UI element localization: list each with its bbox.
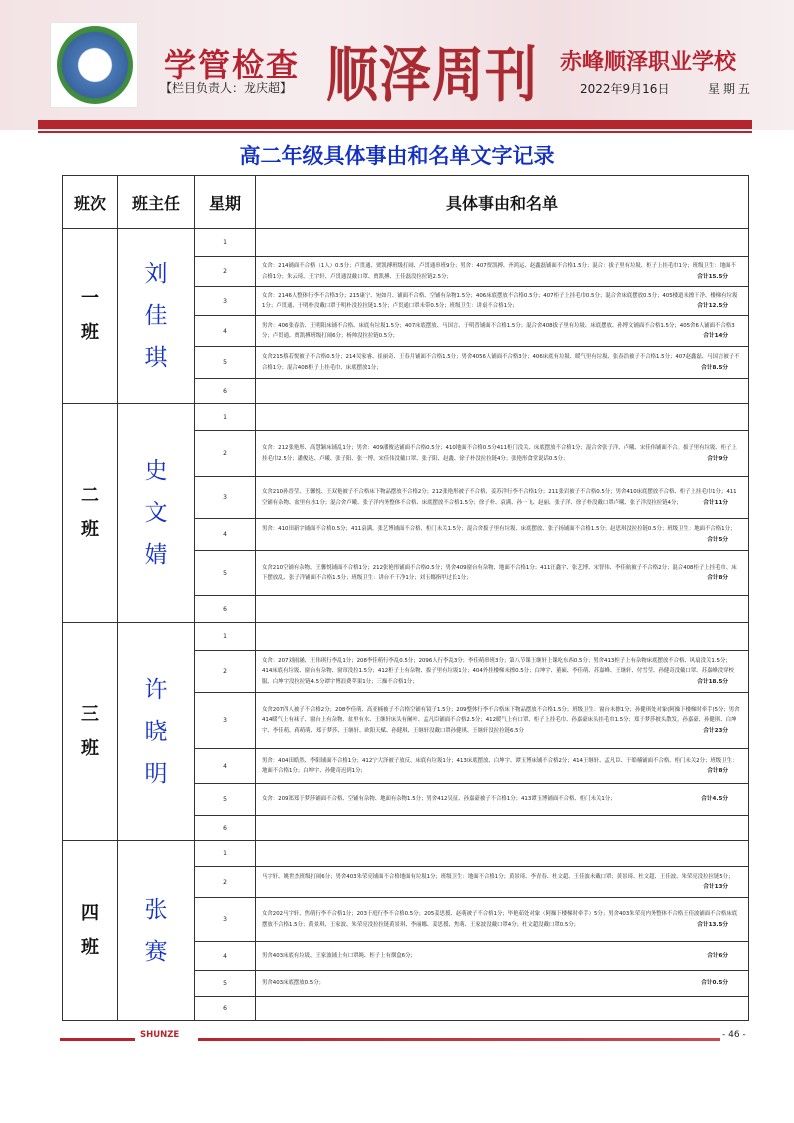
total-score: 合计12.5分 bbox=[697, 303, 728, 309]
weekday-cell: 3 bbox=[195, 693, 256, 749]
issue-weekday: 星期五 bbox=[708, 82, 754, 96]
details-cell bbox=[256, 596, 749, 623]
details-cell bbox=[256, 257, 749, 287]
footer-line-right bbox=[198, 1038, 720, 1041]
head-teacher bbox=[118, 229, 195, 404]
total-score: 合计5分 bbox=[707, 536, 728, 543]
table-row bbox=[63, 404, 749, 431]
weekday-cell: 2 bbox=[195, 867, 256, 898]
weekday-cell: 3 bbox=[195, 477, 256, 519]
teacher-name-text: 张赛 bbox=[144, 896, 168, 965]
details-text: 女舍207四人被子不合格2分；208李佳萌、高亚楠被子不合格空铺有镜子1.5分；209整体行李不合格床下物品摆放不合格1.5分；班级卫生：窗台未擦1分；孙健琪处对象(阿操下楼梯时牵手)5分；男舍414暖气上有袜子、窗台上有杂物、盆里有水、王继轩床头有阑叶、孟凡臣铺面不合格2.5分；412暖气上有口罩、柜子上挂毛巾、孙嘉豪床头挂毛巾1.5分；郑于梦莎披头散发，孙嘉豪、孙健琪、白坤宇、李佳萌、蒋萌萌、郑于梦莎、王继轩、欧阳天赋、孙健琪、王继轩没戴口罩孙健琪、王继轩没拉拉链6.5分 bbox=[262, 706, 740, 734]
details-cell bbox=[256, 693, 749, 749]
details-cell bbox=[256, 942, 749, 971]
weekday-cell: 6 bbox=[195, 596, 256, 623]
class-name-text: 四班 bbox=[81, 902, 99, 958]
weekday-cell: 5 bbox=[195, 551, 256, 596]
issue-date: 2022年9月16日 bbox=[580, 82, 670, 96]
page-title: 高二年级具体事由和名单文字记录 bbox=[239, 144, 555, 168]
details-text: 男舍：410田新宇铺面不合格0.5分；411袁满、张艺博铺面不合格、柜门未关1.5分；混合舍拔子里有垃圾、床底摆放、张子扬铺面不合格1.5分；赵思琪没拉拉链0.5分；班级卫生：地面不合格1分； bbox=[262, 526, 736, 532]
total-score: 合计0.5分 bbox=[701, 980, 728, 987]
weekday-cell: 4 bbox=[195, 519, 256, 551]
details-cell bbox=[256, 519, 749, 551]
class-name bbox=[63, 623, 118, 841]
section-title: 学管检查 bbox=[164, 46, 301, 84]
table-header-row bbox=[63, 176, 749, 229]
weekday-cell: 4 bbox=[195, 749, 256, 784]
weekday-cell: 3 bbox=[195, 287, 256, 316]
weekday-cell: 2 bbox=[195, 431, 256, 477]
details-text: 女舍210孙晋莹、王馨悦、王双艳被子不合格床下物品摆放不合格2分；212张艳彤被子不合格、姜苏洋行李不合格1分；211张岩被子不合格0.5分；男舍410床底摆放不合格、柜子上挂毛巾1分；411空铺有杂物、盆里有水1分；混合舍卢曦、张子洋内务整体不合格、床底摆放不合格1.5分；徐子朴、袁满、孙一飞、赵丽、张子洋、徐子朴没戴口罩卢曦、张子洋没拉拉链4分； bbox=[262, 489, 737, 506]
weekday-cell: 1 bbox=[195, 404, 256, 431]
header-divider-thin bbox=[38, 131, 752, 133]
class-name bbox=[63, 229, 118, 404]
total-score: 合计11分 bbox=[703, 499, 728, 506]
total-score: 合计18.5分 bbox=[697, 678, 728, 685]
total-score: 合计13.5分 bbox=[697, 921, 728, 928]
head-teacher bbox=[118, 623, 195, 841]
logo-emblem-icon bbox=[57, 26, 133, 104]
publication-title: 顺泽周刊 bbox=[326, 41, 539, 111]
page-number: - 46 - bbox=[722, 1030, 746, 1040]
total-score: 合计8.5分 bbox=[701, 364, 728, 371]
details-cell bbox=[256, 316, 749, 347]
details-text: 女舍：209郑郑于梦莎铺面不合格、空铺有杂物、地面有杂物1.5分；男舍412吴征、孙嘉豪被子不合格1分；413谭玉博铺面不合格、柜门未关1分； bbox=[262, 796, 616, 803]
details-text: 女舍：207刘雨涵、王伟琪行李乱1分；208李佳萌行李乱0.5分；2096人行李乱3分；李佳萌串班3分；第八节课王继轩上课吃东西0.5分；男舍413柜子上有杂物床底摆放不合格、风扇没关1.5分；414床底有垃圾、窗台有杂物、窗帘没拉1.5分；412柜子上有杂物、拔子里有垃圾1分；404外挂楼梯未擦0.5分；白坤宇、董硕、李佳萌、苏嘉峰、王继轩、付雪莹、孙健奇没戴口罩、苏嘉峰没穿校服、白坤宇没拉拉链4.5分谭宇博浪费苹果1分；三操不合格1分； bbox=[262, 657, 734, 685]
class-name bbox=[63, 404, 118, 623]
details-cell bbox=[256, 431, 749, 477]
details-text: 男舍403床底有垃圾、王家波铺上有口罩绳、柜子上有烟盒6分； bbox=[262, 952, 416, 959]
details-cell bbox=[256, 651, 749, 693]
details-text: 女舍：214铺面不合格（1人）0.5分；卢贯通、贾凯搏班级打闹、卢贯通串班9分；男舍：407贾凯搏、齐鸿运、赵鑫磊铺面不合格1.5分；混合：拔子里有垃圾、柜子上挂毛巾1分；班级卫生：地面不合格1分；朱云琦、王宇轩、卢贯通没戴口罩、贾凯搏、王佳磊没拉拉链2.5分； bbox=[262, 263, 736, 280]
details-text: 男舍403床底摆放0.5分； bbox=[262, 980, 324, 987]
school-name: 赤峰顺泽职业学校 bbox=[560, 50, 737, 75]
table-row bbox=[63, 841, 749, 867]
details-cell bbox=[256, 867, 749, 898]
header-divider bbox=[38, 120, 752, 129]
total-score: 合计14分 bbox=[703, 333, 728, 339]
details-cell bbox=[256, 623, 749, 651]
total-score: 合计6分 bbox=[707, 952, 728, 959]
details-cell bbox=[256, 404, 749, 431]
details-cell bbox=[256, 971, 749, 997]
class-name-text: 三班 bbox=[81, 703, 99, 759]
teacher-name-text: 史文婧 bbox=[144, 458, 168, 568]
responsible-person: 【栏目负责人：龙庆超】 bbox=[160, 81, 293, 95]
total-score: 合计8分 bbox=[707, 575, 728, 581]
class-name-text: 二班 bbox=[81, 485, 99, 540]
school-logo bbox=[50, 22, 138, 108]
details-cell bbox=[256, 997, 749, 1021]
table-row bbox=[63, 623, 749, 651]
weekday-cell: 3 bbox=[195, 898, 256, 942]
class-name bbox=[63, 841, 118, 1021]
header-class: 班次 bbox=[63, 176, 118, 229]
weekday-cell: 6 bbox=[195, 816, 256, 841]
details-text: 女舍：212张艳彤、高慧颖床铺乱1分；男舍：409潘俊达铺面不合格0.5分；410地面不合格0.5分411柜门没关、床底摆放不合格1分；混合舍张子洋、卢曦、宋佳伟铺面不合。拔子里有垃圾、柜子上挂毛巾2.5分；潘俊达、卢曦、张子阳、张一博、宋佳伟没戴口罩、张子阳、赵鑫、徐子朴没拉拉链4分；张艳彤食堂说话0.5分； bbox=[262, 445, 737, 462]
header-details: 具体事由和名单 bbox=[256, 176, 749, 229]
details-cell bbox=[256, 784, 749, 816]
weekday-cell: 4 bbox=[195, 316, 256, 347]
details-cell bbox=[256, 551, 749, 596]
details-text: 女舍210空铺有杂物、王馨悦铺面不合格1分；212张艳彤铺面不合格0.5分；男舍409窗台有杂物、地面不合格1分；411汪鑫宇、张艺博、宋智伟、李佳航被子不合格2分；混合408柜子上挂毛巾、床下摆放乱、张子洋铺面不合格1.5分；班级卫生：讲台不干净1分；刘玉娜指甲过长1分； bbox=[262, 564, 737, 581]
weekday-cell: 2 bbox=[195, 257, 256, 287]
weekday-cell: 1 bbox=[195, 623, 256, 651]
total-score: 合计15.5分 bbox=[697, 273, 728, 280]
details-cell bbox=[256, 229, 749, 257]
footer-line-left bbox=[60, 1038, 135, 1041]
total-score: 合计9分 bbox=[707, 455, 728, 462]
head-teacher bbox=[118, 841, 195, 1021]
details-cell bbox=[256, 477, 749, 519]
total-score: 合计23分 bbox=[703, 727, 728, 734]
details-cell bbox=[256, 898, 749, 942]
teacher-name-text: 许晓明 bbox=[144, 676, 168, 787]
details-text: 男舍：406张春浩、王明阳床铺不合格、床底有垃圾1.5分；407床底摆放、马国言、于明普铺面不合格1.5分；混合舍408拔子里有垃圾、床底摆放、孙博文铺面不合格1.5分；405舍6人铺面不合格3分；卢贯通、贾凯搏班级打闹6分；杨帅没拉拉链0.5分； bbox=[262, 322, 735, 339]
weekday-cell: 4 bbox=[195, 942, 256, 971]
total-score: 合计13分 bbox=[703, 884, 728, 890]
details-text: 男舍：404田皓然、李阳铺面不合格1分；412宁大泽被子放反、床底有垃圾1分；413床底摆放、白坤宇、谭玉博床铺不合格2分；414王继轩、孟凡臣、于皓楠铺面不合格、柜门未关2分；班级卫生：地面不合格1分；白坤宇、孙健奇迟到1分； bbox=[262, 757, 738, 774]
details-text: 女舍202马宇轩、焦萌行李不合格1分；203于庭行李不合格0.5分；205姜思援、赵萌被子不合格1分；毕艳茹处对象（阿操下楼梯时牵手）5分；男舍403朱荣亮内务整体不合格王佳波铺面不合格床底摆放不合格1.5分；黄景琪、王家波、朱荣亮没拉拉链黄景琪、李丽娜、姜思援、焦萌、王家波没戴口罩4分；杜文超没戴口罩0.5分； bbox=[262, 911, 738, 928]
weekday-cell: 2 bbox=[195, 651, 256, 693]
header-teacher: 班主任 bbox=[118, 176, 195, 229]
teacher-name-text: 刘佳琪 bbox=[144, 261, 168, 371]
weekday-cell: 6 bbox=[195, 997, 256, 1021]
details-cell bbox=[256, 287, 749, 316]
table-row bbox=[63, 229, 749, 257]
details-cell bbox=[256, 749, 749, 784]
weekday-cell: 1 bbox=[195, 841, 256, 867]
records-table bbox=[62, 175, 749, 1021]
details-cell bbox=[256, 841, 749, 867]
head-teacher bbox=[118, 404, 195, 623]
details-text: 女舍：2146人整体行李不合格3分；215康宁、宛如月、铺面不合格、空铺有杂物1.5分；406床底摆放不合格0.5分；407柜子上挂毛巾0.5分；混合舍床底摆放0.5分；405楼道未擦干净、楼梯有垃圾1分；卢贯通、于明朴没戴口罩于明朴没拉拉链1.5分；卢贯通口罩未带0.5分；班级卫生：讲桌不合格1分； bbox=[262, 292, 738, 309]
details-cell bbox=[256, 347, 749, 379]
details-text: 马宇轩、姚世杰班级打闹6分；男舍403朱荣亮铺面不合格地面有垃圾1分；班级卫生：地面不合格1分；黄景琦、李青春、杜文超、王佳波未戴口罩；黄景琦、杜文超、王佳波、朱荣亮没拉拉链5分； bbox=[262, 873, 734, 880]
header-weekday: 星期 bbox=[195, 176, 256, 229]
class-name-text: 一班 bbox=[81, 288, 99, 343]
weekday-cell: 5 bbox=[195, 971, 256, 997]
total-score: 合计4.5分 bbox=[701, 796, 728, 803]
total-score: 合计8分 bbox=[707, 768, 728, 774]
weekday-cell: 5 bbox=[195, 347, 256, 379]
weekday-cell: 5 bbox=[195, 784, 256, 816]
details-text: 女舍215蔡若悦被子不合格0.5分；214吴家睿、崔丽奇、王春月铺面不合格1.5分；男舍4056人铺面不合格3分；406床底有垃圾、暖气里有垃圾、张春浩被子不合格1.5分；407赵鑫磊、马国言被子不合格1分；混合408柜子上挂毛巾、床底摆放1分； bbox=[262, 354, 740, 371]
weekday-cell: 1 bbox=[195, 229, 256, 257]
weekday-cell: 6 bbox=[195, 379, 256, 404]
details-cell bbox=[256, 379, 749, 404]
details-cell bbox=[256, 816, 749, 841]
footer-brand: SHUNZE bbox=[140, 1030, 180, 1040]
header-banner bbox=[0, 0, 794, 130]
